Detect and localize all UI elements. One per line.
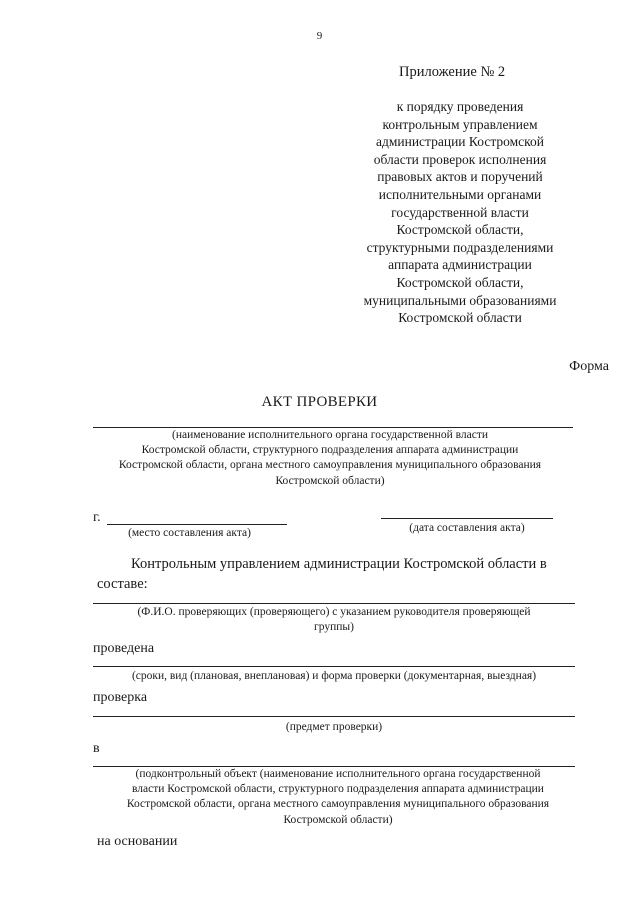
check-subject-field[interactable] — [93, 716, 575, 717]
intro-paragraph — [97, 554, 577, 594]
date-field[interactable] — [381, 518, 553, 519]
in-label: в — [93, 741, 100, 756]
place-field[interactable] — [107, 524, 287, 525]
check-type-field[interactable] — [93, 666, 575, 667]
caption-line: Костромской области, структурного подразделения аппарата администрации — [141, 444, 519, 457]
place-caption: (место составления акта) — [128, 527, 251, 539]
caption-line: Костромской области, органа местного самоуправления муниципального образования — [118, 459, 542, 472]
page-number: 9 — [316, 30, 323, 42]
check-subject-caption: (предмет проверки) — [285, 721, 383, 733]
appendix-line: Костромской области — [398, 310, 522, 326]
organization-caption — [80, 428, 580, 489]
appendix-line: контрольным управлением — [382, 116, 538, 132]
appendix-line: аппарата администрации — [388, 257, 532, 273]
appendix-line: правовых актов и поручений — [377, 169, 543, 185]
check-type-caption: (сроки, вид (плановая, внеплановая) и форма проверки (документарная, выездная) — [131, 670, 537, 682]
appendix-line: администрации Костромской — [375, 134, 545, 150]
place-prefix: г. — [93, 510, 101, 525]
caption-line: (Ф.И.О. проверяющих (проверяющего) с указанием руководителя проверяющей — [137, 606, 531, 618]
basis-label: на основании — [97, 834, 178, 849]
caption-line: власти Костромской области, структурного подразделения аппарата администрации — [132, 783, 544, 796]
caption-line: (подконтрольный объект (наименование исполнительного органа государственной — [135, 768, 541, 780]
appendix-line: структурными подразделениями — [366, 239, 554, 255]
form-label: Форма — [569, 359, 609, 374]
inspectors-field[interactable] — [93, 603, 575, 604]
caption-line: (наименование исполнительного органа государственной власти — [171, 429, 489, 441]
appendix-line: муниципальными образованиями — [363, 292, 557, 308]
act-title: АКТ ПРОВЕРКИ — [261, 394, 378, 410]
appendix-line: исполнительными органами — [378, 186, 542, 202]
inspectors-caption — [93, 605, 575, 635]
conducted-label: проведена — [93, 641, 155, 656]
object-caption — [88, 767, 588, 828]
caption-line: Костромской области) — [275, 474, 385, 487]
caption-line: Костромской области) — [283, 813, 393, 826]
check-label: проверка — [93, 690, 148, 705]
appendix-line: Костромской области, — [396, 222, 524, 238]
appendix-description — [300, 98, 620, 327]
appendix-title: Приложение № 2 — [399, 64, 506, 80]
caption-line: группы) — [314, 621, 354, 634]
caption-line: Костромской области, органа местного самоуправления муниципального образования — [126, 798, 550, 811]
intro-line: Контрольным управлением администрации Костромской области в — [131, 556, 547, 572]
appendix-line: области проверок исполнения — [373, 151, 547, 167]
appendix-line: Костромской области, — [396, 274, 524, 290]
appendix-line: к порядку проведения — [396, 99, 524, 114]
intro-line: составе: — [97, 576, 148, 592]
appendix-line: государственной власти — [391, 204, 529, 220]
date-caption: (дата составления акта) — [409, 522, 525, 534]
